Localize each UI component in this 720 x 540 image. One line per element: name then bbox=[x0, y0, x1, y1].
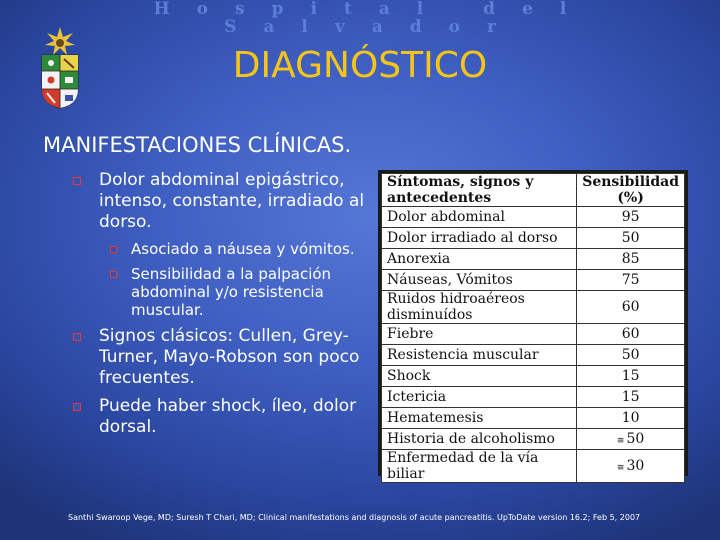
table-row bbox=[382, 408, 685, 429]
column-header-symptom: Síntomas, signos y antecedentes bbox=[382, 174, 577, 207]
row-label: Ictericia bbox=[382, 387, 577, 408]
sub-bullet-item bbox=[70, 240, 370, 258]
sub-bullet-item bbox=[70, 265, 370, 319]
table-row bbox=[382, 324, 685, 345]
row-value: 60 bbox=[577, 291, 685, 324]
table-row bbox=[382, 429, 685, 450]
table-row bbox=[382, 207, 685, 228]
row-value-number: 50 bbox=[626, 431, 645, 447]
row-label: Shock bbox=[382, 366, 577, 387]
row-value: 95 bbox=[577, 207, 685, 228]
approx-symbol: ≅ bbox=[616, 436, 625, 446]
sub-bullet-marker-icon bbox=[110, 271, 117, 278]
row-value: 50 bbox=[577, 345, 685, 366]
table-row bbox=[382, 366, 685, 387]
section-heading: MANIFESTACIONES CLÍNICAS. bbox=[43, 133, 352, 157]
row-label: Enfermedad de la vía biliar bbox=[382, 450, 577, 483]
table-row bbox=[382, 291, 685, 324]
hospital-name: Hospital del Salvador bbox=[153, 0, 594, 37]
table-row bbox=[382, 249, 685, 270]
row-label: Dolor abdominal bbox=[382, 207, 577, 228]
row-value: 50 bbox=[577, 228, 685, 249]
citation-footer: Santhi Swaroop Vege, MD; Suresh T Chari, MD; Clinical manifestations and diagnosis of acute pancreatitis. UpToDate version 16.2; Feb 5, 2007 bbox=[68, 513, 641, 522]
bullet-item bbox=[70, 170, 370, 233]
row-label: Resistencia muscular bbox=[382, 345, 577, 366]
bullet-text: Dolor abdominal epigástrico, intenso, constante, irradiado al dorso. bbox=[99, 170, 365, 232]
sub-bullet-text: Sensibilidad a la palpación abdominal y/o resistencia muscular. bbox=[131, 265, 332, 319]
row-value: 10 bbox=[577, 408, 685, 429]
sensitivity-table bbox=[381, 173, 685, 483]
row-label: Fiebre bbox=[382, 324, 577, 345]
row-label: Ruidos hidroaéreos disminuídos bbox=[382, 291, 577, 324]
bullet-marker-icon bbox=[73, 403, 81, 411]
row-value: 15 bbox=[577, 366, 685, 387]
table-row bbox=[382, 387, 685, 408]
row-value: 15 bbox=[577, 387, 685, 408]
row-value bbox=[577, 450, 685, 483]
row-value bbox=[577, 429, 685, 450]
row-value-number: 30 bbox=[626, 458, 645, 474]
bullet-item bbox=[70, 326, 370, 389]
table-row bbox=[382, 228, 685, 249]
row-value: 85 bbox=[577, 249, 685, 270]
row-label: Anorexia bbox=[382, 249, 577, 270]
bullet-list bbox=[70, 170, 370, 445]
table-row bbox=[382, 345, 685, 366]
row-label: Náuseas, Vómitos bbox=[382, 270, 577, 291]
row-label: Historia de alcoholismo bbox=[382, 429, 577, 450]
table-header-row bbox=[382, 174, 685, 207]
table-row bbox=[382, 450, 685, 483]
bullet-text: Puede haber shock, íleo, dolor dorsal. bbox=[99, 396, 357, 437]
sub-bullet-marker-icon bbox=[110, 246, 117, 253]
bullet-marker-icon bbox=[73, 177, 81, 185]
approx-symbol: ≅ bbox=[616, 463, 625, 473]
column-header-sensitivity: Sensibilidad (%) bbox=[577, 174, 685, 207]
row-value: 75 bbox=[577, 270, 685, 291]
table-row bbox=[382, 270, 685, 291]
row-label: Dolor irradiado al dorso bbox=[382, 228, 577, 249]
sub-bullet-text: Asociado a náusea y vómitos. bbox=[131, 240, 355, 258]
bullet-item bbox=[70, 396, 370, 438]
header-band bbox=[0, 0, 720, 37]
slide-title: DIAGNÓSTICO bbox=[232, 45, 488, 86]
row-label: Hematemesis bbox=[382, 408, 577, 429]
sub-bullet-list bbox=[70, 240, 370, 319]
sensitivity-table-frame bbox=[378, 170, 688, 482]
bullet-marker-icon bbox=[73, 333, 81, 341]
bullet-text: Signos clásicos: Cullen, Grey-Turner, Mayo-Robson son poco frecuentes. bbox=[99, 326, 360, 388]
row-value: 60 bbox=[577, 324, 685, 345]
